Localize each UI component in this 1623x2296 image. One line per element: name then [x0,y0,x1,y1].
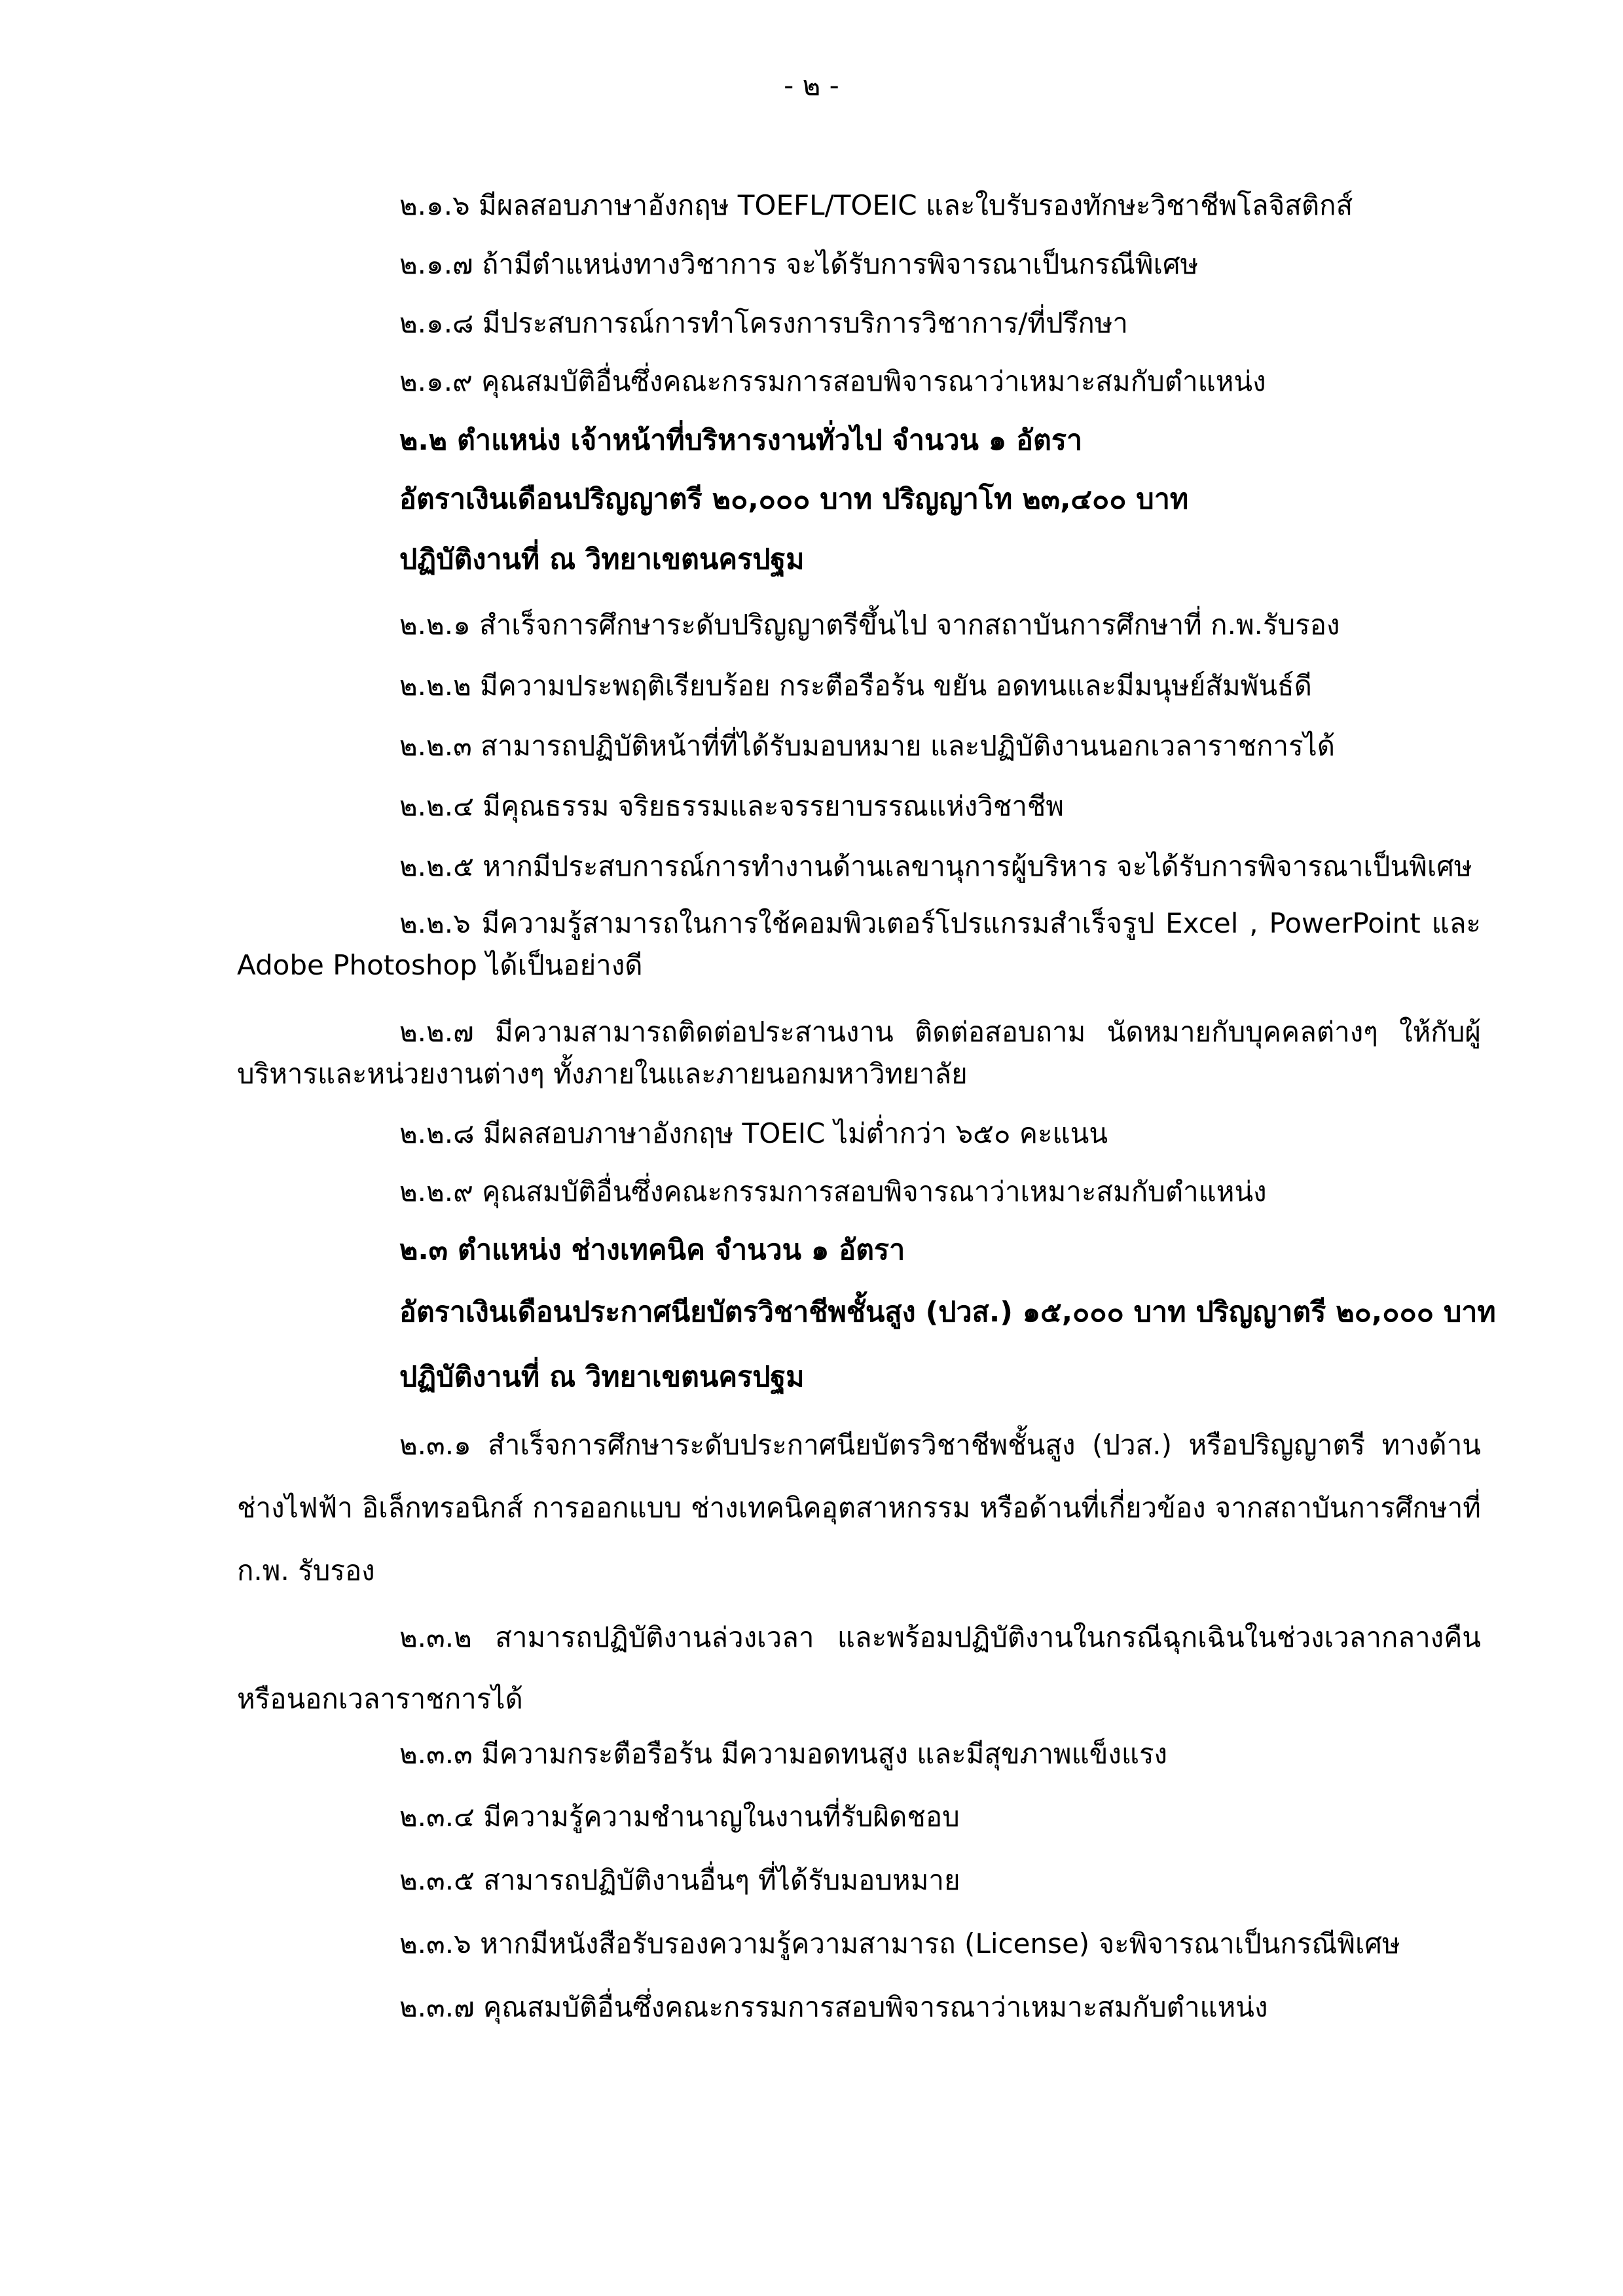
list-item: ๒.๒.๒ มีความประพฤติเรียบร้อย กระตือรือร้น ขยัน อดทนและมีมนุษย์สัมพันธ์ดี [399,670,1312,702]
list-item: ๒.๒.๓ สามารถปฏิบัติหน้าที่ที่ได้รับมอบหมาย และปฏิบัติงานนอกเวลาราชการได้ [399,730,1336,762]
list-item: ๒.๓.๔ มีความรู้ความชำนาญในงานที่รับผิดชอบ [399,1801,960,1833]
list-item: ๒.๑.๗ ถ้ามีตำแหน่งทางวิชาการ จะได้รับการพิจารณาเป็นกรณีพิเศษ [399,248,1199,280]
list-item: ๒.๓.๓ มีความกระตือรือร้น มีความอดทนสูง และมีสุขภาพแข็งแรง [399,1738,1168,1770]
section-heading: ๒.๒ ตำแหน่ง เจ้าหน้าที่บริหารงานทั่วไป จำนวน ๑ อัตรา [399,424,1083,457]
list-item: ๒.๓.๗ คุณสมบัติอื่นซึ่งคณะกรรมการสอบพิจารณาว่าเหมาะสมกับตำแหน่ง [399,1991,1268,2023]
list-item: ๒.๑.๙ คุณสมบัติอื่นซึ่งคณะกรรมการสอบพิจารณาว่าเหมาะสมกับตำแหน่ง [399,365,1266,397]
list-item: ๒.๑.๘ มีประสบการณ์การทำโครงการบริการวิชาการ/ที่ปรึกษา [399,307,1129,339]
list-item: ๒.๒.๔ มีคุณธรรม จริยธรรมและจรรยาบรรณแห่งวิชาชีพ [399,790,1065,822]
location-line: ปฏิบัติงานที่ ณ วิทยาเขตนครปฐม [399,1361,805,1393]
list-item: ๒.๓.๖ หากมีหนังสือรับรองความรู้ความสามารถ (License) จะพิจารณาเป็นกรณีพิเศษ [399,1928,1400,1960]
list-item: ๒.๒.๗ มีความสามารถติดต่อประสานงาน ติดต่อสอบถาม นัดหมายกับบุคคลต่างๆ ให้กับผู้บริหารและหน่วยงานต่างๆ ทั้งภายในและภายนอกมหาวิทยาลัย [237,1016,1481,1090]
salary-line: อัตราเงินเดือนประกาศนียบัตรวิชาชีพชั้นสูง (ปวส.) ๑๕,๐๐๐ บาท ปริญญาตรี ๒๐,๐๐๐ บาท [399,1296,1496,1329]
list-item: ๒.๒.๑ สำเร็จการศึกษาระดับปริญญาตรีขึ้นไป จากสถาบันการศึกษาที่ ก.พ.รับรอง [399,609,1340,641]
list-item: ๒.๒.๘ มีผลสอบภาษาอังกฤษ TOEIC ไม่ต่ำกว่า ๖๕๐ คะแนน [399,1117,1108,1149]
salary-line: อัตราเงินเดือนปริญญาตรี ๒๐,๐๐๐ บาท ปริญญาโท ๒๓,๔๐๐ บาท [399,483,1189,516]
list-item: ๒.๓.๑ สำเร็จการศึกษาระดับประกาศนียบัตรวิชาชีพชั้นสูง (ปวส.) หรือปริญญาตรี ทางด้านช่างไฟฟ้า อิเล็กทรอนิกส์ การออกแบบ ช่างเทคนิคอุตสาหกรรม หรือด้านที่เกี่ยวข้อง จากสถาบันการศึกษาที่ ก.พ. รับรอง [237,1429,1481,1587]
list-item: ๒.๑.๖ มีผลสอบภาษาอังกฤษ TOEFL/TOEIC และใบรับรองทักษะวิชาชีพโลจิสติกส์ [399,189,1353,221]
list-item: ๒.๒.๖ มีความรู้สามารถในการใช้คอมพิวเตอร์โปรแกรมสำเร็จรูป Excel , PowerPoint และ Adobe Photoshop ได้เป็นอย่างดี [237,907,1481,981]
list-item: ๒.๒.๙ คุณสมบัติอื่นซึ่งคณะกรรมการสอบพิจารณาว่าเหมาะสมกับตำแหน่ง [399,1175,1267,1208]
list-item: ๒.๓.๒ สามารถปฏิบัติงานล่วงเวลา และพร้อมปฏิบัติงานในกรณีฉุกเฉินในช่วงเวลากลางคืนหรือนอกเวลาราชการได้ [237,1621,1481,1715]
page-number: - ๒ - [784,69,839,101]
location-line: ปฏิบัติงานที่ ณ วิทยาเขตนครปฐม [399,543,805,576]
section-heading: ๒.๓ ตำแหน่ง ช่างเทคนิค จำนวน ๑ อัตรา [399,1234,905,1266]
list-item: ๒.๓.๕ สามารถปฏิบัติงานอื่นๆ ที่ได้รับมอบหมาย [399,1864,960,1896]
list-item: ๒.๒.๕ หากมีประสบการณ์การทำงานด้านเลขานุการผู้บริหาร จะได้รับการพิจารณาเป็นพิเศษ [399,850,1472,882]
